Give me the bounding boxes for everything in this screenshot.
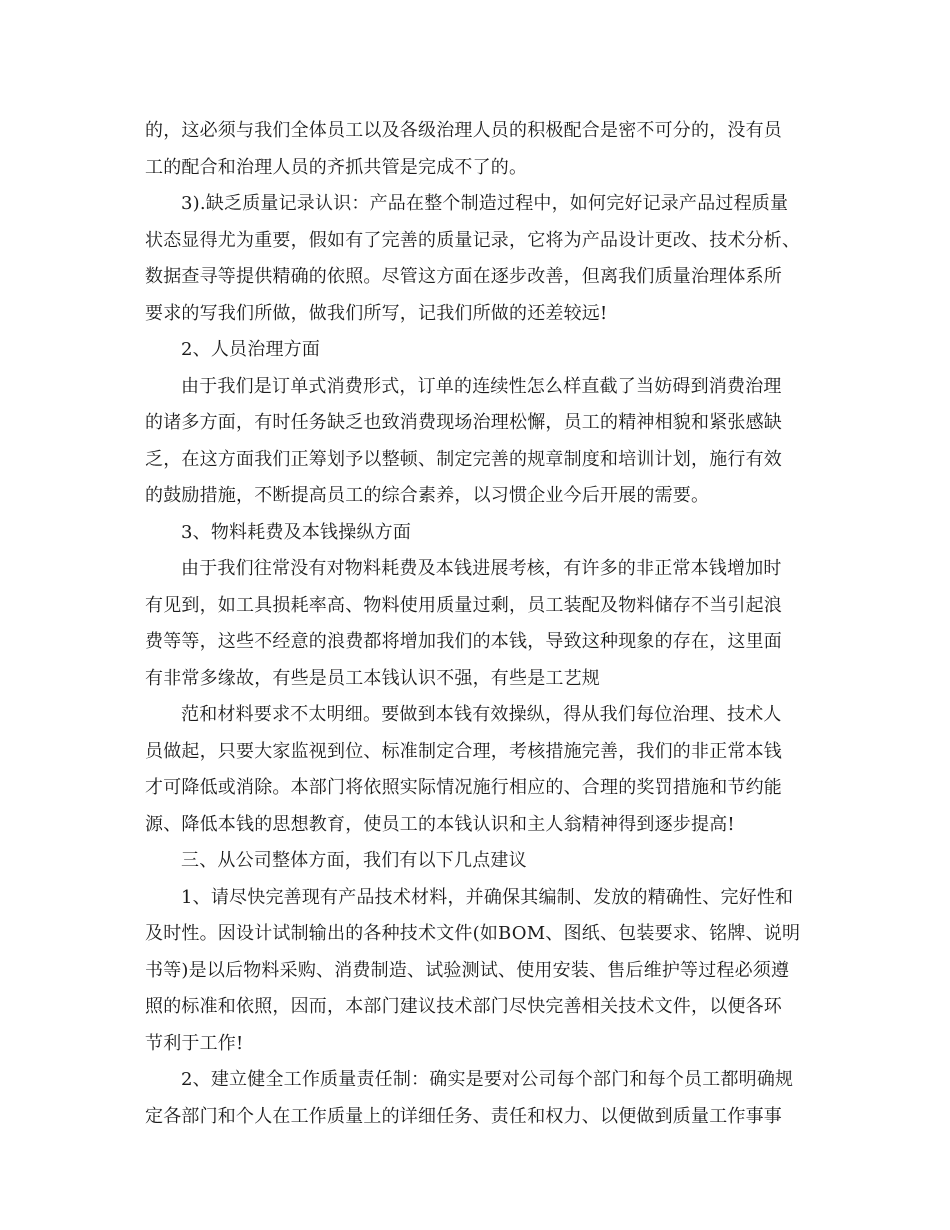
text-line: 3、物料耗费及本钱操纵方面 xyxy=(181,521,412,543)
text-line: 由于我们往常没有对物料耗费及本钱进展考核，有许多的非正常本钱增加时 xyxy=(181,558,782,579)
text-line: 照的标准和依照，因而，本部门建议技术部门尽快完善相关技术文件，以便各环 xyxy=(145,996,782,1017)
text-line: 状态显得尤为重要，假如有了完善的质量记录，它将为产品设计更改、技术分析、 xyxy=(145,229,801,251)
text-line: 有见到，如工具损耗率高、物料使用质量过剩，员工装配及物料储存不当引起浪 xyxy=(145,594,782,616)
text-line: 范和材料要求不太明细。要做到本钱有效操纵，得从我们每位治理、技术人 xyxy=(181,704,782,725)
text-line: 三、从公司整体方面，我们有以下几点建议 xyxy=(181,850,527,871)
text-line: 要求的写我们所做，做我们所写，记我们所做的还差较远! xyxy=(145,302,608,324)
text-line: 乏，在这方面我们正筹划予以整顿、制定完善的规章制度和培训计划，施行有效 xyxy=(145,448,782,470)
text-line: 的，这必须与我们全体员工以及各级治理人员的积极配合是密不可分的，没有员 xyxy=(145,120,782,141)
text-line: 由于我们是订单式消费形式，订单的连续性怎么样直截了当妨碍到消费治理 xyxy=(181,375,782,397)
text-line: 工的配合和治理人员的齐抓共管是完成不了的。 xyxy=(145,156,528,178)
text-line: 员做起，只要大家监视到位、标准制定合理，考核措施完善，我们的非正常本钱 xyxy=(145,740,782,762)
text-line: 节利于工作! xyxy=(145,1032,244,1054)
text-line: 源、降低本钱的思想教育，使员工的本钱认识和主人翁精神得到逐步提高! xyxy=(145,813,735,835)
text-line: 3).缺乏质量记录认识：产品在整个制造过程中，如何完好记录产品过程质量 xyxy=(181,193,789,214)
text-line: 才可降低或消除。本部门将依照实际情况施行相应的、合理的奖罚措施和节约能 xyxy=(145,777,782,798)
text-line: 定各部门和个人在工作质量上的详细任务、责任和权力、以便做到质量工作事事 xyxy=(145,1105,782,1127)
text-line: 数据查寻等提供精确的依照。尽管这方面在逐步改善，但离我们质量治理体系所 xyxy=(145,266,782,287)
text-line: 费等等，这些不经意的浪费都将增加我们的本钱，导致这种现象的存在，这里面 xyxy=(145,631,782,652)
text-line: 及时性。因设计试制输出的各种技术文件(如BOM、图纸、包装要求、铭牌、说明 xyxy=(145,923,801,944)
text-line: 的鼓励措施，不断提高员工的综合素养，以习惯企业今后开展的需要。 xyxy=(145,485,710,506)
text-line: 1、请尽快完善现有产品技术材料，并确保其编制、发放的精确性、完好性和 xyxy=(181,886,794,908)
text-line: 书等)是以后物料采购、消费制造、试验测试、使用安装、售后维护等过程必须遵 xyxy=(145,959,790,981)
text-line: 2、人员治理方面 xyxy=(181,339,321,360)
text-line: 2、建立健全工作质量责任制：确实是要对公司每个部门和每个员工都明确规 xyxy=(181,1069,794,1090)
text-line: 的诸多方面，有时任务缺乏也致消费现场治理松懈，员工的精神相貌和紧张感缺 xyxy=(145,412,782,433)
document-body xyxy=(145,113,810,1135)
text-line: 有非常多缘故，有些是员工本钱认识不强，有些是工艺规 xyxy=(145,667,600,689)
